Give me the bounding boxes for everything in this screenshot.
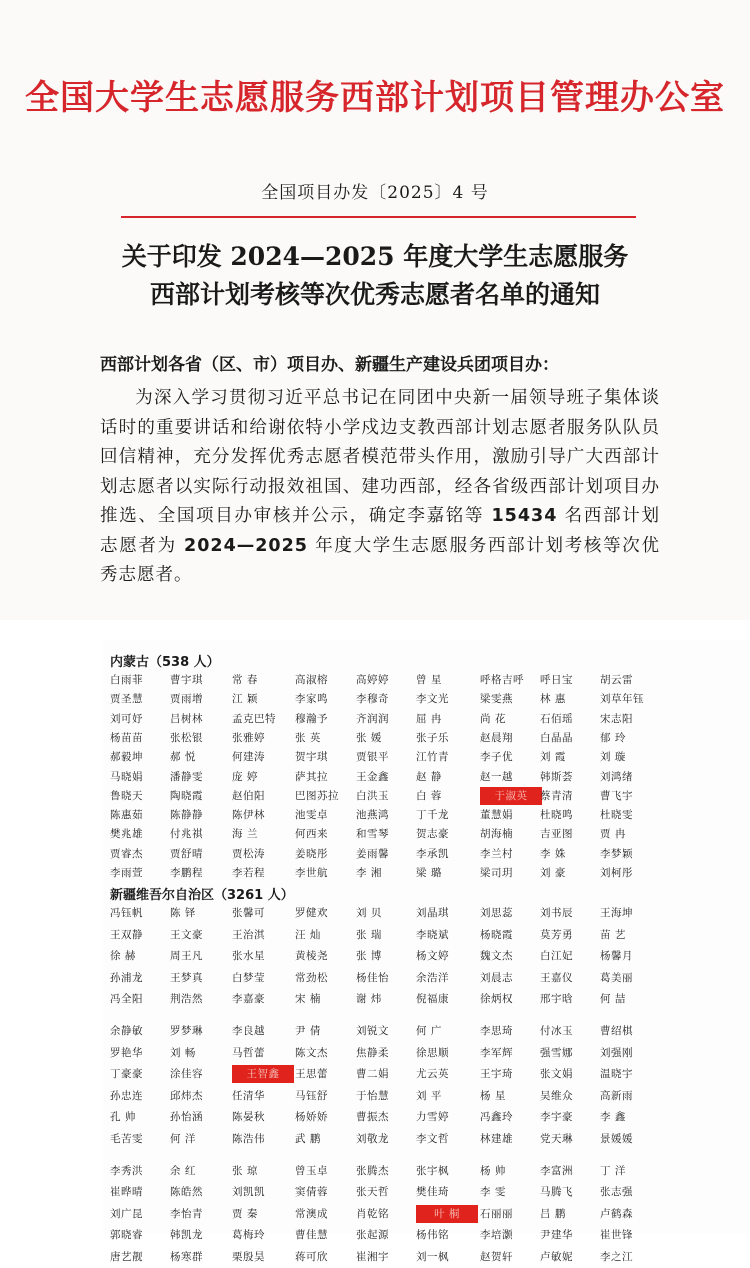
volunteer-name: 曾玉卓 [295,1164,328,1177]
volunteer-name: 刘敬龙 [356,1133,389,1145]
name-row [110,1248,750,1268]
volunteer-name: 邢宇晗 [540,993,573,1006]
volunteer-name: 白江妃 [540,950,573,963]
name-row [110,1226,750,1246]
volunteer-name: 李承凯 [416,847,449,860]
volunteer-name: 马哲蕾 [232,1046,265,1059]
volunteer-name: 穆瀚予 [295,712,328,725]
volunteer-name: 肖乾铭 [356,1207,389,1220]
volunteer-name: 曹绍棋 [600,1025,633,1037]
volunteer-name: 余静敏 [110,1025,143,1037]
volunteer-name: 余 红 [170,1164,196,1177]
volunteer-name: 刘 畅 [170,1046,196,1059]
volunteer-name: 崔晔晴 [110,1186,143,1199]
volunteer-name: 韩凯龙 [170,1229,203,1242]
volunteer-name: 李梦颖 [600,847,633,860]
volunteer-name: 刘可妤 [110,712,143,725]
volunteer-name: 蔡青清 [540,789,573,802]
volunteer-name: 付兆祺 [170,828,203,841]
volunteer-name: 莫芳勇 [540,928,573,941]
title-line-1: 关于印发 2024—2025 年度大学生志愿服务 [121,242,629,271]
volunteer-name: 樊佳琦 [416,1186,449,1199]
volunteer-name: 杜晓鸣 [540,809,573,822]
volunteer-name: 苗 艺 [600,928,626,941]
volunteer-name: 徐炳权 [480,993,513,1006]
volunteer-name: 荆浩然 [170,993,203,1006]
title-line-2: 西部计划考核等次优秀志愿者名单的通知 [149,280,600,309]
volunteer-name: 宋志阳 [600,712,633,725]
name-row [110,1205,750,1225]
volunteer-name: 张 琼 [232,1164,258,1177]
volunteer-name: 屈 冉 [416,712,442,725]
volunteer-name: 姜雨馨 [356,847,389,860]
volunteer-name: 李嘉豪 [232,993,265,1006]
volunteer-name: 李之江 [600,1251,633,1263]
name-row [110,1108,750,1128]
volunteer-name: 樊兆雄 [110,828,143,841]
volunteer-name: 王嘉仪 [540,971,573,984]
volunteer-name: 于怡慧 [356,1089,389,1102]
volunteer-name: 陈浩伟 [232,1133,265,1145]
volunteer-name: 萨其拉 [295,770,328,783]
volunteer-name: 李雨萱 [110,867,143,879]
volunteer-name: 刘柯彤 [600,867,633,879]
name-row [110,1162,750,1182]
volunteer-name: 呼日宝 [540,674,573,686]
volunteer-name: 江竹青 [416,751,449,764]
volunteer-name: 池燕鸿 [356,809,389,822]
volunteer-name: 张腾杰 [356,1164,389,1177]
notice-title [0,238,750,314]
volunteer-name: 郝 悦 [170,751,196,764]
volunteer-name: 陈静静 [170,809,203,822]
volunteer-name: 吕 鹏 [540,1207,566,1220]
volunteer-name: 张起源 [356,1229,389,1242]
name-row [110,1044,750,1064]
volunteer-name: 陶晓霞 [170,789,203,802]
red-divider [121,216,636,218]
volunteer-name: 李文光 [416,693,449,706]
volunteer-name: 卢鹤森 [600,1207,633,1220]
volunteer-name: 罗艳华 [110,1046,143,1059]
volunteer-name: 冯鑫玲 [480,1111,513,1124]
volunteer-name: 丁豪豪 [110,1068,143,1081]
volunteer-name: 尹 倩 [295,1025,321,1037]
volunteer-name: 卢敏妮 [540,1251,573,1263]
name-row [110,671,750,691]
section-heading: 新疆维吾尔自治区（3261 人） [110,888,294,903]
volunteer-name: 党天琳 [540,1133,573,1145]
name-row [110,864,750,884]
volunteer-name: 张子乐 [416,731,449,744]
volunteer-name: 孙忠连 [110,1089,143,1102]
volunteer-name: 尹建华 [540,1229,573,1242]
volunteer-name: 孟克巴特 [232,712,276,725]
volunteer-name: 谢 炜 [356,993,382,1006]
volunteer-name: 和雪琴 [356,828,389,841]
volunteer-name: 李晓斌 [416,928,449,941]
volunteer-name: 曹二娟 [356,1068,389,1081]
volunteer-name: 鲁晓天 [110,789,143,802]
volunteer-name: 张天哲 [356,1186,389,1199]
volunteer-name: 胡云雷 [600,674,633,686]
volunteer-name: 陈文杰 [295,1046,328,1059]
volunteer-name: 曾 星 [416,674,442,686]
volunteer-name: 贾圣慧 [110,693,143,706]
volunteer-name: 李穆奇 [356,693,389,706]
volunteer-name: 孙浦龙 [110,971,143,984]
name-row [110,729,750,749]
volunteer-name: 李世航 [295,867,328,879]
volunteer-name: 刘强刚 [600,1046,633,1059]
volunteer-name: 王宇琦 [480,1068,513,1081]
volunteer-name: 武 鹏 [295,1133,321,1145]
volunteer-name: 梁雯燕 [480,693,513,706]
body-text-3: 年度大学生志愿服务西部计划考核等次优秀志愿者。 [100,535,661,585]
volunteer-name: 陈晏秋 [232,1111,265,1124]
volunteer-count: 15434 [491,506,558,526]
volunteer-name: 张馨可 [232,907,265,919]
volunteer-name: 吕树林 [170,712,203,725]
volunteer-name: 巴图苏拉 [295,789,339,802]
volunteer-name: 邱炜杰 [170,1089,203,1102]
volunteer-name: 杜晓雯 [600,809,633,822]
volunteer-name: 常劲松 [295,971,328,984]
name-row [110,1087,750,1107]
volunteer-name: 张雅婷 [232,731,265,744]
volunteer-name: 罗健欢 [295,907,328,919]
volunteer-name: 于淑英 [480,787,542,805]
volunteer-name: 丁 洋 [600,1164,626,1177]
name-row [110,926,750,946]
volunteer-name: 郭晓睿 [110,1229,143,1242]
volunteer-name: 陈伊林 [232,809,265,822]
volunteer-name: 刘 平 [416,1089,442,1102]
volunteer-name: 贾睿杰 [110,847,143,860]
volunteer-name: 焦静柔 [356,1046,389,1059]
volunteer-name: 刘 璇 [600,751,626,764]
volunteer-name: 李文哲 [416,1133,449,1145]
volunteer-name: 梁司玥 [480,867,513,879]
volunteer-name: 任清华 [232,1089,265,1102]
volunteer-name: 曹佳慧 [295,1229,328,1242]
name-row [110,768,750,788]
volunteer-name: 毛苦雯 [110,1133,143,1145]
volunteer-name: 窦倩蓉 [295,1186,328,1199]
volunteer-name: 贺宇琪 [295,751,328,764]
volunteer-name: 常 春 [232,674,258,686]
volunteer-name: 白梦莹 [232,971,265,984]
volunteer-name: 林 惠 [540,693,566,706]
volunteer-name: 余浩洋 [416,971,449,984]
volunteer-name: 魏文杰 [480,950,513,963]
volunteer-name: 陈 铎 [170,907,196,919]
volunteer-name: 王金鑫 [356,770,389,783]
volunteer-name: 孙怡涵 [170,1111,203,1124]
volunteer-name: 郝毅坤 [110,751,143,764]
volunteer-name: 曹飞宇 [600,789,633,802]
name-row [110,1022,750,1042]
volunteer-name: 吉亚图 [540,828,573,841]
volunteer-name: 江 颖 [232,693,258,706]
volunteer-name: 李子优 [480,751,513,764]
name-row [110,690,750,710]
volunteer-name: 黄棱尧 [295,950,328,963]
name-row [110,1130,750,1150]
volunteer-name: 王思蕾 [295,1068,328,1081]
volunteer-name: 孔 帅 [110,1111,136,1124]
volunteer-name: 王梦真 [170,971,203,984]
document-number: 全国项目办发〔2025〕4 号 [261,183,489,203]
volunteer-name: 董慧娟 [480,809,513,822]
volunteer-name: 蒋可欣 [295,1251,328,1263]
volunteer-name: 唐艺靓 [110,1251,143,1263]
volunteer-name: 吴维众 [540,1089,573,1102]
volunteer-name: 张志强 [600,1186,633,1199]
volunteer-name: 杨 帅 [480,1164,506,1177]
volunteer-name: 周王凡 [170,950,203,963]
volunteer-name: 杨 星 [480,1089,506,1102]
volunteer-name: 张 博 [356,950,382,963]
volunteer-name: 徐 赫 [110,950,136,963]
volunteer-name: 高淑榕 [295,674,328,686]
name-row [110,710,750,730]
volunteer-name: 李怡青 [170,1207,203,1220]
volunteer-name: 栗殷昊 [232,1251,265,1263]
volunteer-name: 韩斯荟 [540,770,573,783]
volunteer-name: 贾 冉 [600,828,626,841]
volunteer-name: 呼格吉呼 [480,674,524,686]
volunteer-name: 景媛媛 [600,1133,633,1145]
volunteer-name: 刘思蕊 [480,907,513,919]
volunteer-name: 李军辉 [480,1046,513,1059]
volunteer-name: 尚 花 [480,712,506,725]
section-heading: 内蒙古（538 人） [110,655,220,670]
volunteer-name: 刘鸿绪 [600,770,633,783]
volunteer-name: 李宇豪 [540,1111,573,1124]
volunteer-name: 李思琦 [480,1025,513,1037]
volunteer-name: 石丽丽 [480,1207,513,1220]
volunteer-name: 力雪婷 [416,1111,449,1124]
volunteer-name: 刘书辰 [540,907,573,919]
name-row [110,947,750,967]
volunteer-name: 刘 贝 [356,907,382,919]
volunteer-name: 李 鑫 [600,1111,626,1124]
volunteer-name: 冯钰帆 [110,907,143,919]
volunteer-name: 陈惠茹 [110,809,143,822]
volunteer-name: 张文娟 [540,1068,573,1081]
volunteer-name: 齐润润 [356,712,389,725]
volunteer-name: 白雨菲 [110,674,143,686]
volunteer-name: 王治淇 [232,928,265,941]
volunteer-name: 王双静 [110,928,143,941]
volunteer-name: 梁 璐 [416,867,442,879]
volunteer-name: 高婷婷 [356,674,389,686]
volunteer-name: 郁 玲 [600,731,626,744]
volunteer-name: 刘锐文 [356,1025,389,1037]
body-text-1: 为深入学习贯彻习近平总书记在同团中央新一届领导班子集体谈话时的重要讲话和给谢依特小学戍边支教西部计划志愿者服务队队员回信精神，充分发挥优秀志愿者模范带头作用，激励引导广大西部计划志愿者以实际行动报效祖国、建功西部，经各省级西部计划项目办推选、全国项目办审核并公示，确定李嘉铭等 [100,388,660,526]
volunteer-name: 汪 灿 [295,928,321,941]
volunteer-name: 白洪玉 [356,789,389,802]
volunteer-name: 张 英 [295,731,321,744]
volunteer-name: 何建涛 [232,751,265,764]
volunteer-name: 杨伟铭 [416,1229,449,1242]
volunteer-name: 崔世锋 [600,1229,633,1242]
volunteer-name: 海 兰 [232,828,258,841]
volunteer-name: 李秀洪 [110,1164,143,1177]
volunteer-name: 贾 秦 [232,1207,258,1220]
volunteer-name: 赵一越 [480,770,513,783]
volunteer-name: 李若程 [232,867,265,879]
volunteer-name: 崔湘宇 [356,1251,389,1263]
volunteer-name: 何 广 [416,1025,442,1037]
volunteer-name: 王文豪 [170,928,203,941]
volunteer-name: 葛梅玲 [232,1229,265,1242]
volunteer-name: 刘晨志 [480,971,513,984]
volunteer-name: 张松银 [170,731,203,744]
volunteer-name: 马腾飞 [540,1186,573,1199]
year-range: 2024—2025 [184,535,308,556]
name-row [110,748,750,768]
volunteer-name: 赵晨翔 [480,731,513,744]
volunteer-name: 赵贺轩 [480,1251,513,1263]
volunteer-name: 李家鸣 [295,693,328,706]
volunteer-name: 石佰瑶 [540,712,573,725]
name-row [110,904,750,924]
salutation: 西部计划各省（区、市）项目办、新疆生产建设兵团项目办： [100,355,559,375]
issuing-organization: 全国大学生志愿服务西部计划项目管理办公室 [25,78,725,118]
volunteer-name: 李培灏 [480,1229,513,1242]
volunteer-name: 徐思顺 [416,1046,449,1059]
volunteer-name: 赵伯阳 [232,789,265,802]
volunteer-name: 姜晓彤 [295,847,328,860]
volunteer-name: 曹宇琪 [170,674,203,686]
volunteer-name: 涂佳容 [170,1068,203,1081]
volunteer-name: 何 喆 [600,993,626,1006]
volunteer-name: 李 雯 [480,1186,506,1199]
volunteer-name: 何 洋 [170,1133,196,1145]
notice-body [100,384,660,591]
volunteer-name: 刘一枫 [416,1251,449,1263]
volunteer-name: 温晓宇 [600,1068,633,1081]
volunteer-name: 张水星 [232,950,265,963]
volunteer-name: 尤云英 [416,1068,449,1081]
volunteer-name: 李 湘 [356,867,382,879]
name-row [110,1065,750,1085]
volunteer-name: 葛美丽 [600,971,633,984]
volunteer-name: 强雪娜 [540,1046,573,1059]
volunteer-name: 李良越 [232,1025,265,1037]
volunteer-name: 贺志豪 [416,828,449,841]
volunteer-name: 池雯卓 [295,809,328,822]
volunteer-name: 刘凯凯 [232,1186,265,1199]
name-row [110,990,750,1010]
volunteer-name: 杨苗苗 [110,731,143,744]
volunteer-name: 丁千龙 [416,809,449,822]
volunteer-name: 贾雨增 [170,693,203,706]
body-text-2: 名西部计划志愿者为 [100,506,660,556]
volunteer-name: 杨娇娇 [295,1111,328,1124]
volunteer-name: 潘静雯 [170,770,203,783]
name-row [110,845,750,865]
volunteer-name: 杨寒群 [170,1251,203,1263]
volunteer-name: 庞 婷 [232,770,258,783]
volunteer-name: 李鹏程 [170,867,203,879]
volunteer-name: 王海坤 [600,907,633,919]
volunteer-name: 曹振杰 [356,1111,389,1124]
volunteer-name: 贾舒晴 [170,847,203,860]
volunteer-name: 叶 桐 [416,1205,478,1223]
volunteer-name: 何西来 [295,828,328,841]
volunteer-name: 李富洲 [540,1164,573,1177]
volunteer-name: 白 蓉 [416,789,442,802]
volunteer-name: 冯全阳 [110,993,143,1006]
name-row [110,1183,750,1203]
volunteer-name: 林建雄 [480,1133,513,1145]
volunteer-name: 常澳成 [295,1207,328,1220]
volunteer-name: 张 媛 [356,731,382,744]
volunteer-name: 马钰舒 [295,1089,328,1102]
name-row [110,969,750,989]
volunteer-name: 杨馨月 [600,950,633,963]
notice-page [0,0,750,620]
volunteer-name: 赵 静 [416,770,442,783]
volunteer-name: 刘广昆 [110,1207,143,1220]
volunteer-name: 杨佳怡 [356,971,389,984]
volunteer-name: 陈皓然 [170,1186,203,1199]
name-row [110,806,750,826]
volunteer-name: 刘 霞 [540,751,566,764]
volunteer-name: 宋 楠 [295,993,321,1006]
volunteer-name: 李 姝 [540,847,566,860]
volunteer-name: 刘 豪 [540,867,566,879]
volunteer-name: 付冰玉 [540,1025,573,1037]
volunteer-name: 罗梦琳 [170,1025,203,1037]
volunteer-name: 胡海楠 [480,828,513,841]
volunteer-name: 杨文婷 [416,950,449,963]
volunteer-name: 高新雨 [600,1089,633,1102]
volunteer-name: 马晓娟 [110,770,143,783]
volunteer-name: 白晶晶 [540,731,573,744]
volunteer-name: 贾松涛 [232,847,265,860]
volunteer-name: 王智鑫 [232,1065,294,1083]
volunteer-name: 刘晶琪 [416,907,449,919]
volunteer-name: 李兰村 [480,847,513,860]
volunteer-name: 杨晓霞 [480,928,513,941]
volunteer-name: 张宇枫 [416,1164,449,1177]
name-row [110,825,750,845]
volunteer-name: 贾银平 [356,751,389,764]
name-row [110,787,750,807]
volunteer-name: 刘草年钰 [600,693,644,706]
volunteer-name: 倪福康 [416,993,449,1006]
volunteer-name: 张 瑞 [356,928,382,941]
